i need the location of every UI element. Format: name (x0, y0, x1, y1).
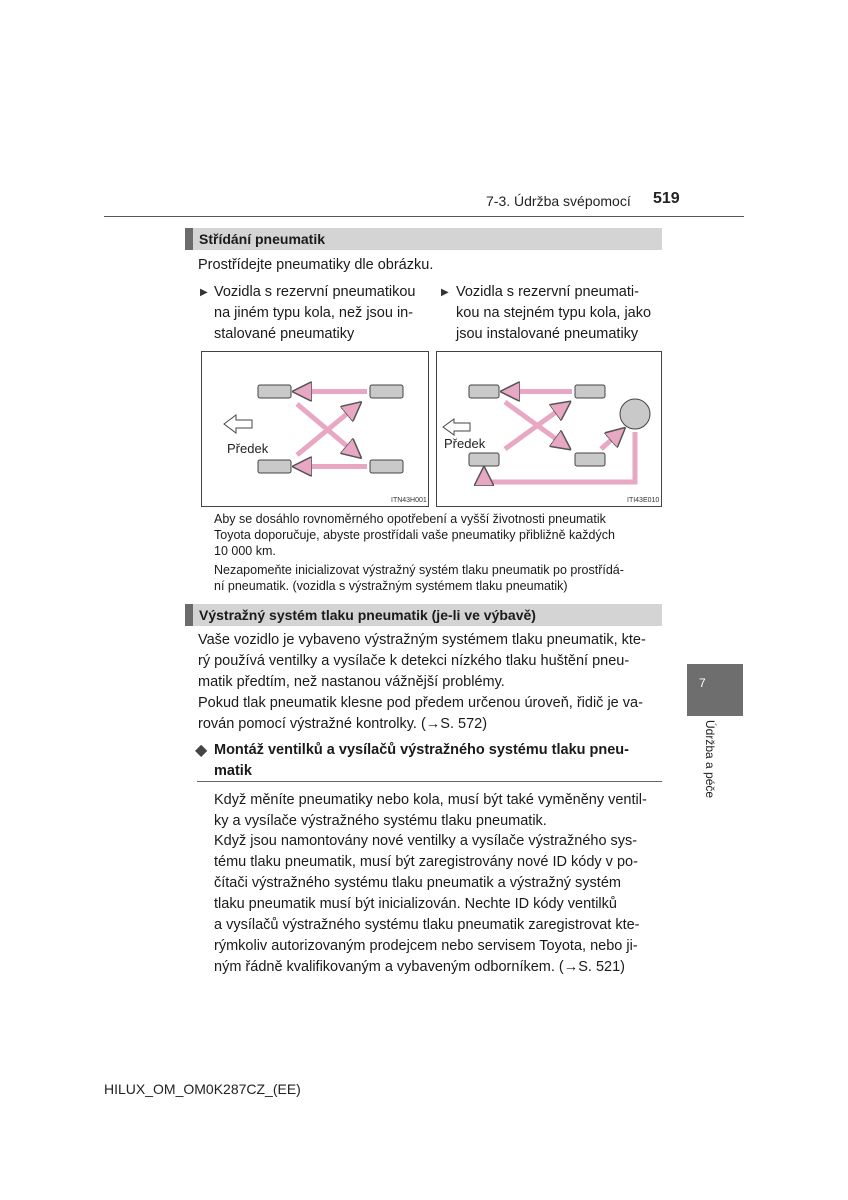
bullet-arrow-icon: ▶ (200, 287, 208, 298)
tire-front-right (370, 385, 403, 398)
rotation-diagram-svg (437, 352, 661, 506)
rotation-diagram-different-spare (201, 351, 429, 507)
rotation-diagram-same-spare (436, 351, 662, 507)
header-divider (104, 216, 744, 217)
subheading-valve-installation: Montáž ventilků a vysílačů výstražného systému tlaku pneu- matik (214, 742, 629, 779)
diamond-bullet-icon: ◆ (195, 742, 208, 759)
intro-text: Prostřídejte pneumatiky dle obrázku. (198, 257, 434, 273)
chapter-tab (687, 664, 743, 716)
rotation-diagram-svg (202, 352, 428, 506)
front-arrow-icon (224, 415, 252, 433)
front-label: Předek (227, 441, 269, 456)
bullet-arrow-icon: ▶ (441, 287, 449, 298)
subheading-divider (197, 781, 662, 782)
tpms-paragraph-3: Když měníte pneumatiky nebo kola, musí být také vyměněny ventil- ky a vysílače výstražného systému tlaku pneumatik. (214, 792, 647, 829)
bullet-right-text: Vozidla s rezervní pneumati- kou na stejném typu kola, jako jsou instalované pneumatiky (456, 284, 652, 342)
header-section-title: 7-3. Údržba svépomocí (486, 193, 631, 209)
figure-code: ITN43H001 (391, 497, 427, 504)
tire-front-left (469, 385, 499, 398)
tire-rear-left (258, 460, 291, 473)
tpms-paragraph-2: Pokud tlak pneumatik klesne pod předem určenou úroveň, řidič je va- rován pomocí výstražné kontrolky. (→S. 572) (198, 695, 643, 732)
tire-rear-right (575, 453, 605, 466)
front-label: Předek (444, 436, 486, 451)
note-rotation-interval: Aby se dosáhlo rovnoměrného opotřebení a vyšší životnosti pneumatik Toyota doporučuje, abyste prostřídali vaše pneumatiky přibližně každých 10 000 km. (214, 512, 615, 558)
tire-front-right (575, 385, 605, 398)
page-number: 519 (653, 190, 680, 207)
document-footer: HILUX_OM_OM0K287CZ_(EE) (104, 1081, 301, 1097)
tire-rear-right (370, 460, 403, 473)
figure-code: ITI43E010 (627, 497, 660, 504)
tire-front-left (258, 385, 291, 398)
tpms-paragraph-4: Když jsou namontovány nové ventilky a vysílače výstražného sys- tému tlaku pneumatik, musí být zaregistrovány nové ID kódy v po- čítači výstražného systému tlaku pneumatik a výstražný systém tlaku pneumatik musí být inicializován. Nechte ID kódy ventilků a vysílačů výstražného systému tlaku pneumatik zaregistrovat kte- rýmkoliv autorizovaným prodejcem nebo servisem Toyota, nebo ji- ným řádně kvalifikovaným a vybaveným odborníkem. (→S. 521) (214, 833, 640, 975)
section-heading-tire-rotation: Střídání pneumatik (185, 228, 662, 250)
bullet-left-text: Vozidla s rezervní pneumatikou na jiném typu kola, než jsou in- stalované pneumatiky (214, 284, 416, 342)
note-initialize-tpms: Nezapomeňte inicializovat výstražný systém tlaku pneumatik po prostřídá- ní pneumatik. (vozidla s výstražným systémem tlaku pneumatik) (214, 563, 624, 593)
front-arrow-icon (443, 419, 470, 435)
chapter-number: 7 (699, 676, 706, 690)
spare-tire (620, 399, 650, 429)
tire-rear-left (469, 453, 499, 466)
chapter-side-label: Údržba a péče (703, 720, 717, 799)
tpms-paragraph-1: Vaše vozidlo je vybaveno výstražným systémem tlaku pneumatik, kte- rý používá ventilky a vysílače k detekci nízkého tlaku huštění pneu- matik předtím, než nastanou vážnější problémy. (198, 632, 646, 690)
section-heading-tpms: Výstražný systém tlaku pneumatik (je-li ve výbavě) (185, 604, 662, 626)
